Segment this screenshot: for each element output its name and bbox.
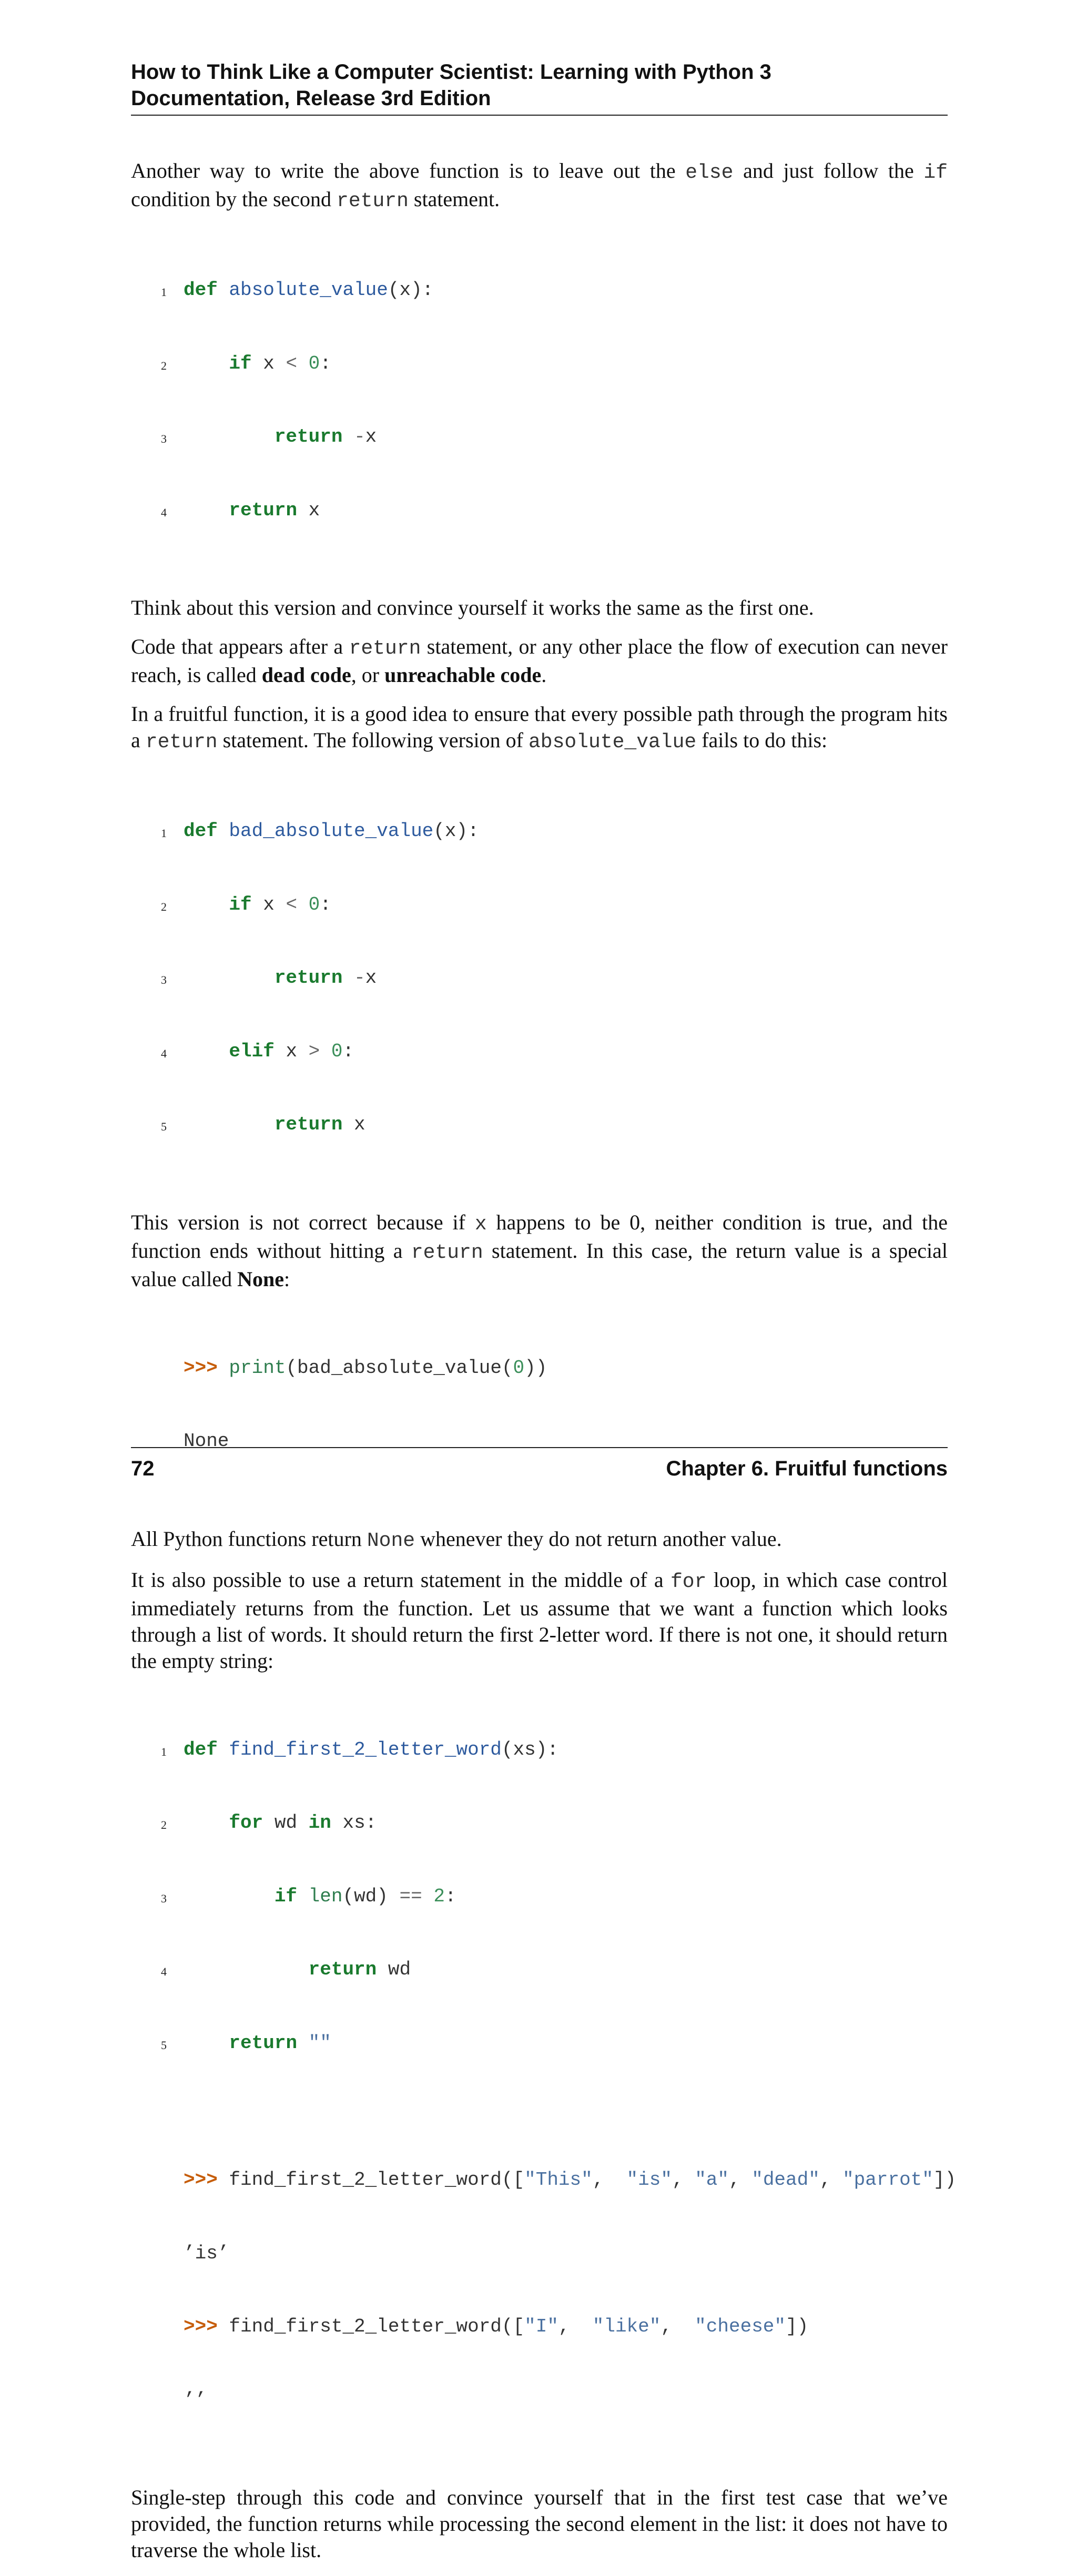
text: statement. — [408, 187, 500, 211]
line-number: 3 — [161, 1891, 167, 1905]
inline-code: for — [670, 1570, 707, 1593]
code-text: : — [320, 352, 331, 374]
code-text: , — [558, 2316, 593, 2337]
code-text: : — [320, 893, 331, 915]
operator: > — [308, 1040, 320, 1062]
keyword: if — [229, 352, 252, 374]
number: 0 — [308, 352, 320, 374]
keyword: return — [274, 967, 343, 989]
space — [297, 894, 309, 915]
code-text: x — [274, 1040, 309, 1062]
keyword: def — [184, 279, 218, 301]
code-block-find-first-2-letter-word — [131, 1689, 948, 2105]
code-text: (x): — [433, 820, 479, 842]
indent — [184, 1114, 275, 1135]
line-number: 2 — [161, 1818, 167, 1831]
repl-line — [131, 2168, 957, 2193]
inline-code: return — [349, 637, 421, 660]
bold-term: unreachable code — [384, 663, 542, 687]
keyword: elif — [229, 1040, 275, 1062]
code-line — [131, 1738, 948, 1763]
string: "cheese" — [695, 2316, 786, 2337]
code-text: wd — [377, 1959, 411, 1980]
code-text: x — [365, 967, 377, 989]
output-text: None — [184, 1430, 229, 1452]
code-text: xs: — [331, 1812, 377, 1834]
indent — [184, 894, 229, 915]
code-line — [131, 1958, 948, 1982]
code-text: : — [444, 1885, 456, 1907]
code-text: (xs): — [501, 1738, 558, 1760]
keyword: if — [274, 1885, 298, 1907]
code-text: (wd) — [342, 1885, 400, 1907]
space — [297, 353, 309, 374]
keyword: def — [184, 820, 218, 842]
string: "is" — [626, 2169, 672, 2191]
page-number: 72 — [131, 1457, 155, 1480]
code-text: x — [297, 499, 320, 521]
text: . — [541, 663, 547, 687]
code-line — [131, 819, 948, 844]
text: happens to be 0, neither condition is true, and the function ends without hitting a — [131, 1210, 948, 1262]
code-text: : — [342, 1040, 354, 1062]
text: statement, or any other place the flow of execution can never reach, is called — [131, 635, 948, 687]
space — [342, 967, 354, 989]
page-body — [131, 158, 957, 2576]
text: statement. The following version of — [217, 728, 529, 752]
string: "This" — [524, 2169, 593, 2191]
keyword: return — [308, 1959, 377, 1980]
text: fails to do this: — [696, 728, 828, 752]
header-title-line-1: How to Think Like a Computer Scientist: Learning with Python 3 — [131, 60, 771, 84]
code-text: ]) — [933, 2169, 957, 2191]
text: statement. In this case, the return value is a special value called — [131, 1238, 948, 1291]
operator: < — [286, 352, 298, 374]
code-line — [131, 1040, 948, 1064]
code-line — [131, 1811, 948, 1836]
chapter-title: Chapter 6. Fruitful functions — [666, 1457, 948, 1480]
inline-code: if — [923, 161, 948, 184]
paragraph-not-correct — [131, 1209, 948, 1292]
indent — [184, 353, 229, 374]
code-line — [131, 2031, 948, 2056]
function-name: find_first_2_letter_word — [229, 1738, 502, 1760]
text: This version is not correct because if — [131, 1210, 475, 1234]
keyword: in — [308, 1812, 331, 1834]
operator: - — [354, 426, 365, 447]
repl-prompt: >>> — [184, 2169, 218, 2191]
code-text: x — [342, 1114, 365, 1135]
running-header — [131, 59, 948, 116]
space — [422, 1886, 434, 1907]
code-text: (bad_absolute_value( — [286, 1357, 513, 1379]
space — [297, 1886, 309, 1907]
line-number: 4 — [161, 1046, 167, 1060]
code-block-absolute-value — [131, 229, 948, 572]
indent — [184, 1812, 229, 1834]
indent — [184, 967, 275, 989]
text: loop, in which case control immediately returns from the function. Let us assume that we want a function which looks through a list of words. It should return the first 2-letter word. If there is not one, it should return the empty string: — [131, 1567, 948, 1673]
code-text: , — [661, 2316, 695, 2337]
space — [342, 426, 354, 447]
output-text: ’’ — [184, 2389, 207, 2411]
keyword: return — [229, 2032, 298, 2054]
string: "like" — [592, 2316, 661, 2337]
keyword: return — [229, 499, 298, 521]
text: : — [284, 1267, 290, 1291]
string: "dead" — [751, 2169, 820, 2191]
code-text: , — [729, 2169, 752, 2191]
indent — [184, 500, 229, 521]
operator: == — [399, 1885, 422, 1907]
number: 0 — [513, 1357, 525, 1379]
repl-line — [131, 1356, 948, 1381]
keyword: return — [274, 1114, 343, 1135]
string: "I" — [524, 2316, 558, 2337]
code-line — [131, 278, 948, 303]
keyword: return — [274, 426, 343, 447]
indent — [184, 1041, 229, 1062]
code-text: x — [365, 426, 377, 447]
text: condition by the second — [131, 187, 337, 211]
inline-code: return — [337, 190, 409, 212]
line-number: 1 — [161, 1745, 167, 1758]
code-text: wd — [263, 1812, 309, 1834]
line-number: 5 — [161, 1120, 167, 1133]
inline-code: else — [685, 161, 734, 184]
code-text: x — [251, 352, 286, 374]
inline-code: return — [411, 1241, 483, 1264]
space — [320, 1041, 331, 1062]
operator: < — [286, 893, 298, 915]
inline-code: x — [474, 1213, 487, 1236]
code-text: x — [251, 893, 286, 915]
code-text: ]) — [786, 2316, 809, 2337]
repl-block-find-first — [131, 2119, 957, 2461]
string: "a" — [695, 2169, 729, 2191]
number: 0 — [308, 893, 320, 915]
keyword: for — [229, 1812, 263, 1834]
code-line — [131, 352, 948, 376]
text: In a fruitful function, it is a good idea to ensure that every possible path through the program hits a — [131, 702, 948, 752]
repl-output — [131, 2242, 948, 2266]
code-text: )) — [524, 1357, 547, 1379]
repl-prompt: >>> — [184, 1357, 218, 1379]
line-number: 1 — [161, 286, 167, 299]
paragraph-for-loop-return — [131, 1567, 948, 1674]
code-text: find_first_2_letter_word([ — [217, 2169, 525, 2191]
repl-output — [131, 2388, 948, 2413]
builtin: len — [308, 1885, 343, 1907]
code-block-bad-absolute-value — [131, 770, 948, 1186]
repl-prompt: >>> — [184, 2316, 218, 2337]
keyword: def — [184, 1738, 218, 1760]
line-number: 5 — [161, 2038, 167, 2052]
number: 2 — [433, 1885, 445, 1907]
space — [218, 1357, 229, 1379]
string: "" — [308, 2032, 331, 2054]
paragraph-return-none — [131, 1526, 948, 1554]
text: All Python functions return — [131, 1526, 367, 1551]
paragraph-think-about: Think about this version and convince yourself it works the same as the first one. — [131, 596, 814, 619]
inline-code: return — [145, 731, 218, 754]
function-name: bad_absolute_value — [229, 820, 434, 842]
string: "parrot" — [842, 2169, 933, 2191]
output-text: ’is’ — [184, 2242, 229, 2264]
paragraph-else-alternative — [131, 158, 948, 215]
line-number: 4 — [161, 1965, 167, 1978]
code-line — [131, 966, 948, 991]
code-line — [131, 1113, 948, 1137]
text: It is also possible to use a return statement in the middle of a — [131, 1567, 670, 1592]
code-text: find_first_2_letter_word([ — [217, 2316, 525, 2337]
line-number: 4 — [161, 505, 167, 519]
repl-line — [131, 2315, 948, 2339]
text: Code that appears after a — [131, 635, 349, 658]
paragraph-single-step: Single-step through this code and convince yourself that in the first test case that we’ve provided, the function returns while processing the second element in the list: it does not have to traverse the whole list. — [131, 2486, 948, 2562]
indent — [184, 426, 275, 447]
text: whenever they do not return another value. — [415, 1526, 782, 1551]
indent — [184, 1959, 309, 1980]
keyword: if — [229, 893, 252, 915]
code-line — [131, 498, 948, 523]
code-line — [131, 1885, 948, 1909]
line-number: 1 — [161, 827, 167, 840]
indent — [184, 2032, 229, 2054]
header-title-line-2: Documentation, Release 3rd Edition — [131, 87, 491, 110]
operator: - — [354, 967, 365, 989]
inline-code: None — [367, 1529, 415, 1552]
code-text: , — [672, 2169, 695, 2191]
indent — [184, 1886, 275, 1907]
code-line — [131, 893, 948, 918]
line-number: 2 — [161, 359, 167, 372]
bold-term: dead code — [261, 663, 351, 687]
code-line — [131, 425, 948, 450]
number: 0 — [331, 1040, 343, 1062]
text: , or — [351, 663, 385, 687]
line-number: 3 — [161, 432, 167, 445]
paragraph-dead-code — [131, 634, 948, 688]
bold-term: None — [237, 1267, 284, 1291]
text: Another way to write the above function is to leave out the — [131, 159, 686, 182]
running-footer — [131, 1447, 948, 1482]
line-number: 3 — [161, 973, 167, 986]
inline-code: absolute_value — [528, 731, 697, 754]
line-number: 2 — [161, 900, 167, 913]
code-text: (x): — [388, 279, 434, 301]
text: and just follow the — [733, 159, 924, 182]
function-name: absolute_value — [229, 279, 388, 301]
space — [297, 2032, 309, 2054]
code-text: , — [592, 2169, 627, 2191]
paragraph-fruitful-path — [131, 701, 948, 756]
code-text: , — [819, 2169, 843, 2191]
builtin: print — [229, 1357, 286, 1379]
